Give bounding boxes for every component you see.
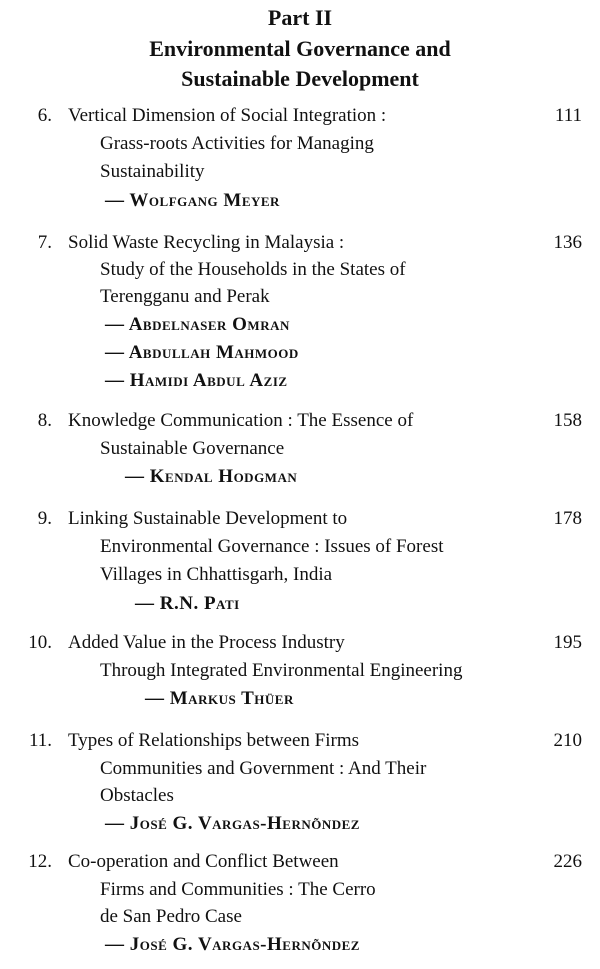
entry-number: 10. <box>28 632 52 653</box>
entry-author: — Markus Thüer <box>145 688 294 709</box>
entry-number: 12. <box>28 851 52 872</box>
entry-number: 11. <box>28 730 52 751</box>
entry-author: — Abdelnaser Omran <box>105 314 290 335</box>
entry-number: 6. <box>37 105 52 126</box>
entry-title-line: Added Value in the Process Industry <box>68 632 345 653</box>
entry-author: — José G. Vargas-Hernõndez <box>105 813 360 834</box>
entry-author: — Hamidi Abdul Aziz <box>105 370 288 391</box>
entry-author: — Abdullah Mahmood <box>105 342 299 363</box>
entry-title-line: Environmental Governance : Issues of Forest <box>100 536 444 557</box>
entry-title-line: Terengganu and Perak <box>100 286 270 307</box>
entry-title-line: Grass-roots Activities for Managing <box>100 133 374 154</box>
entry-number: 7. <box>37 232 52 253</box>
entry-number: 9. <box>37 508 52 529</box>
entry-title-line: Communities and Government : And Their <box>100 758 427 779</box>
entry-author: — Kendal Hodgman <box>125 466 298 487</box>
entry-title-line: Through Integrated Environmental Engineering <box>100 660 463 681</box>
entry-title-line: Solid Waste Recycling in Malaysia : <box>68 232 345 253</box>
entry-title-line: Types of Relationships between Firms <box>68 730 360 751</box>
entry-title-line: Vertical Dimension of Social Integration : <box>68 105 387 126</box>
entry-page-number: 136 <box>553 232 582 253</box>
entry-title-line: Co-operation and Conflict Between <box>68 851 339 872</box>
part-title-line-1: Environmental Governance and <box>149 36 451 61</box>
entry-page-number: 158 <box>553 410 582 431</box>
entry-page-number: 178 <box>553 508 582 529</box>
entry-page-number: 226 <box>553 851 582 872</box>
entry-title-line: de San Pedro Case <box>100 906 242 927</box>
entry-author: — Wolfgang Meyer <box>105 190 280 211</box>
entry-page-number: 195 <box>553 632 582 653</box>
entry-author: — R.N. Pati <box>135 593 240 614</box>
entry-page-number: 210 <box>553 730 582 751</box>
entry-title-line: Firms and Communities : The Cerro <box>100 879 376 900</box>
entry-number: 8. <box>37 410 52 431</box>
entry-title-line: Knowledge Communication : The Essence of <box>68 410 414 431</box>
entry-title-line: Linking Sustainable Development to <box>68 508 348 529</box>
entry-title-line: Sustainable Governance <box>100 438 285 459</box>
entry-title-line: Study of the Households in the States of <box>100 259 406 280</box>
entry-title-line: Sustainability <box>100 161 205 182</box>
part-label: Part II <box>267 5 333 30</box>
entry-page-number: 111 <box>554 105 582 126</box>
entry-title-line: Villages in Chhattisgarh, India <box>100 564 333 585</box>
entry-author: — José G. Vargas-Hernõndez <box>105 934 360 955</box>
entry-title-line: Obstacles <box>100 785 174 806</box>
part-title-line-2: Sustainable Development <box>181 66 419 91</box>
